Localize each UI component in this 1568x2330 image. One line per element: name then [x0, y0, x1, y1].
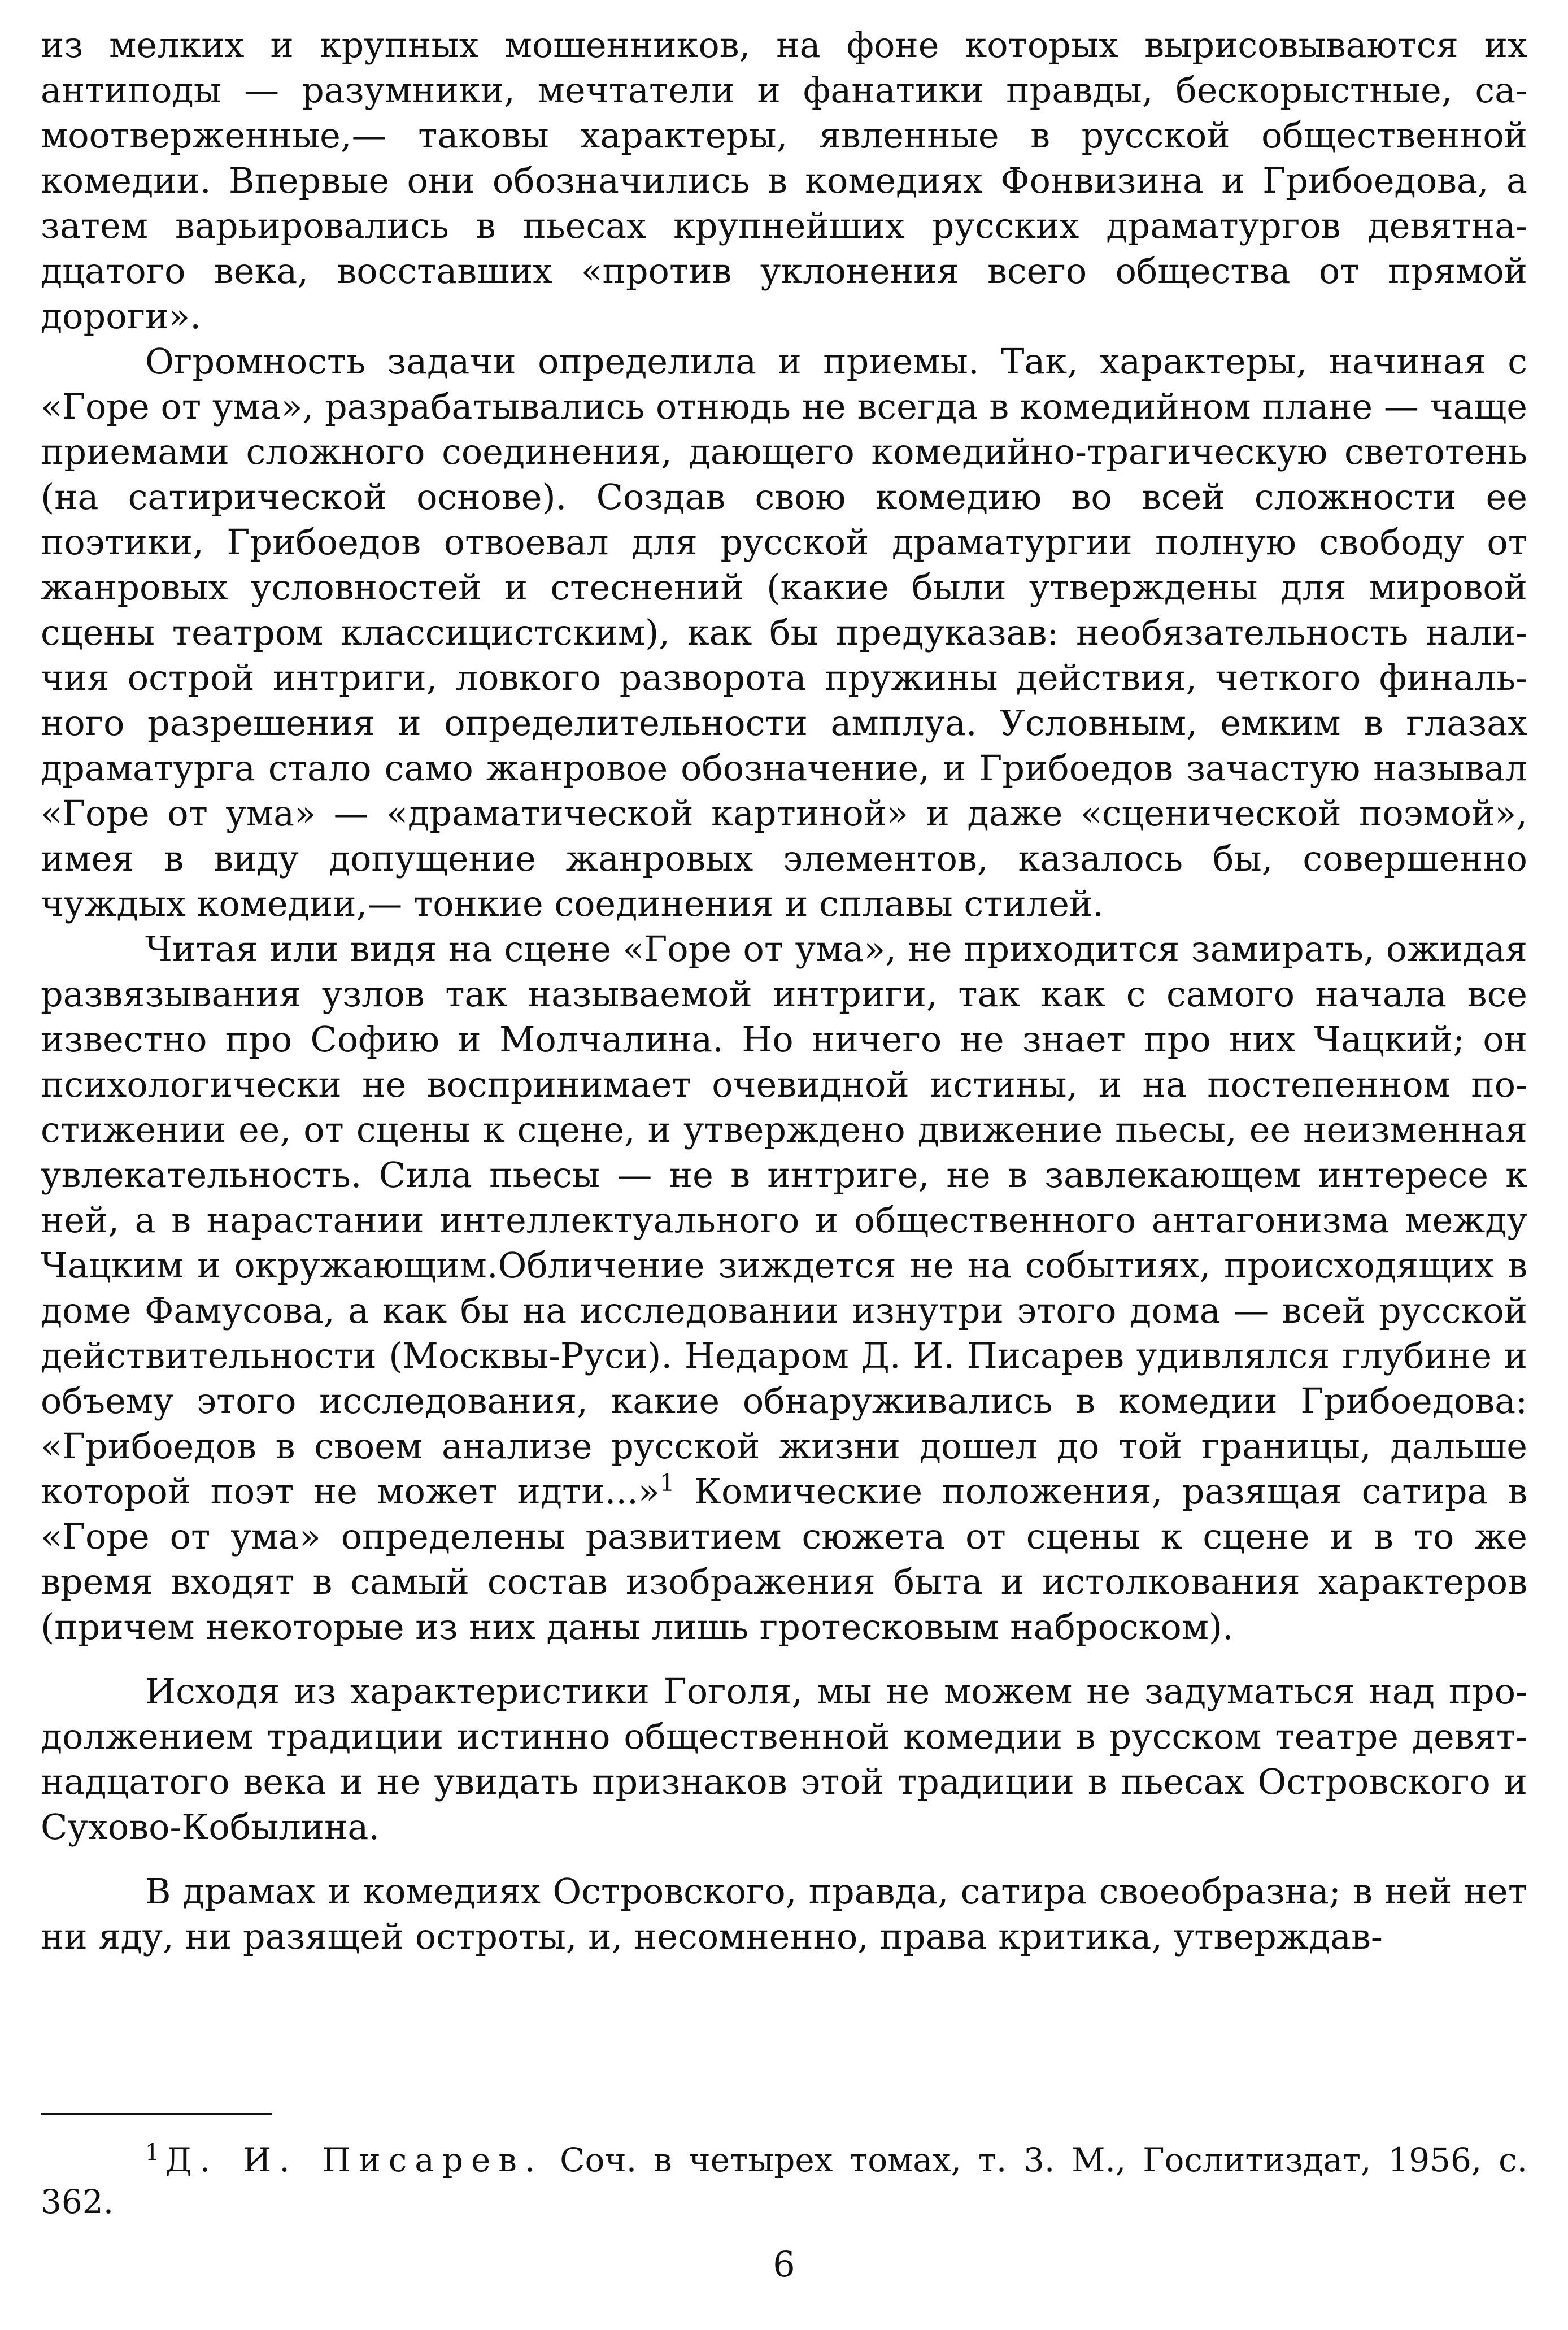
- body-text: [41, 23, 1527, 1959]
- footnote-author: Д. И. Писарев.: [165, 2141, 543, 2179]
- paragraph-3-text: Читая или видя на сцене «Горе от ума», не приходится замирать, ожидая развязывания узлов так называемой интриги, так как с самого начала все известно про Софию и Молчалина. Но ничего не знает про них Чацкий; он психологически не воспринимает очевидной истины, и на постепенном постижении ее, от сцены к сцене, и утверждено движение пьесы, ее неизменная увлекательность. Сила пьесы — не в интриге, не в завлекающем интересе к ней, а в нарастании интеллектуального и общественного антагонизма между Чацким и окружающим.Обличение зиждется не на событиях, происходящих в доме Фамусова, а как бы на исследовании изнутри этого дома — всей русской действительности (Москвы-Руси). Недаром Д. И. Писарев удивлялся глубине и объему этого исследования, какие обнаруживались в комедии Грибоедова: «Грибоедов в своем анализе русской жизни дошел до той границы, дальше которой поэт не может идти...»: [41, 928, 1527, 1512]
- footnote-divider: [41, 2113, 272, 2115]
- paragraph-3-continuation: Комические положения, разящая сатира в «Горе от ума» определены развитием сюжета от сцены к сцене и в то же время входят в самый состав изображения быта и истолкования характеров (причем некоторые из них даны лишь гротесковым наброском).: [41, 1471, 1527, 1647]
- paragraph-2: Огромность задачи определила и приемы. Так, характеры, начиная с «Горе от ума», разрабатывались отнюдь не всегда в комедийном плане — чаще приемами сложного соединения, дающего комедийно-трагическую светотень (на сатирической основе). Создав свою комедию во всей сложности ее поэтики, Грибоедов отвоевал для русской драматургии полную свободу от жанровых условностей и стеснений (какие были утверждены для мировой сцены театром классицистским), как бы предуказав: необязательность наличия острой интриги, ловкого разворота пружины действия, четкого финального разрешения и определительности амплуа. Условным, емким в глазах драматурга стало само жанровое обозначение, и Грибоедов зачастую называл «Горе от ума» — «драматической картиной» и даже «сценической поэмой», имея в виду допущение жанровых элементов, казалось бы, совершенно чуждых комедии,— тонкие соединения и сплавы стилей.: [41, 341, 1527, 924]
- footnote-reference: 1: [659, 1469, 675, 1497]
- paragraph-5: В драмах и комедиях Островского, правда, сатира своеобразна; в ней нет ни яду, ни разящей остроты, и, несомненно, права критика, утверждав-: [41, 1871, 1527, 1957]
- footnote-mark: 1: [145, 2140, 160, 2166]
- paragraph-3: [41, 927, 1527, 1650]
- page-number: 6: [773, 2244, 795, 2285]
- footnote: [41, 2139, 1527, 2223]
- book-page: [41, 23, 1527, 2316]
- paragraph-1: из мелких и крупных мошенников, на фоне которых вырисовываются их антиподы — разумники, мечтатели и фанатики правды, бескорыстные, самоотверженные,— таковы характеры, явленные в русской общественной комедии. Впервые они обозначились в комедиях Фонвизина и Грибоедова, а затем варьировались в пьесах крупнейших русских драматургов девятнадцатого века, восставших «против уклонения всего общества от прямой дороги».: [41, 24, 1527, 337]
- paragraph-4: Исходя из характеристики Гоголя, мы не можем не задуматься над продолжением традиции истинно общественной комедии в русском театре девятнадцатого века и не увидать признаков этой традиции в пьесах Островского и Сухово-Кобылина.: [41, 1671, 1527, 1848]
- footnote-text: Соч. в четырех томах, т. 3. М., Гослитиздат, 1956, с. 362.: [41, 2141, 1528, 2221]
